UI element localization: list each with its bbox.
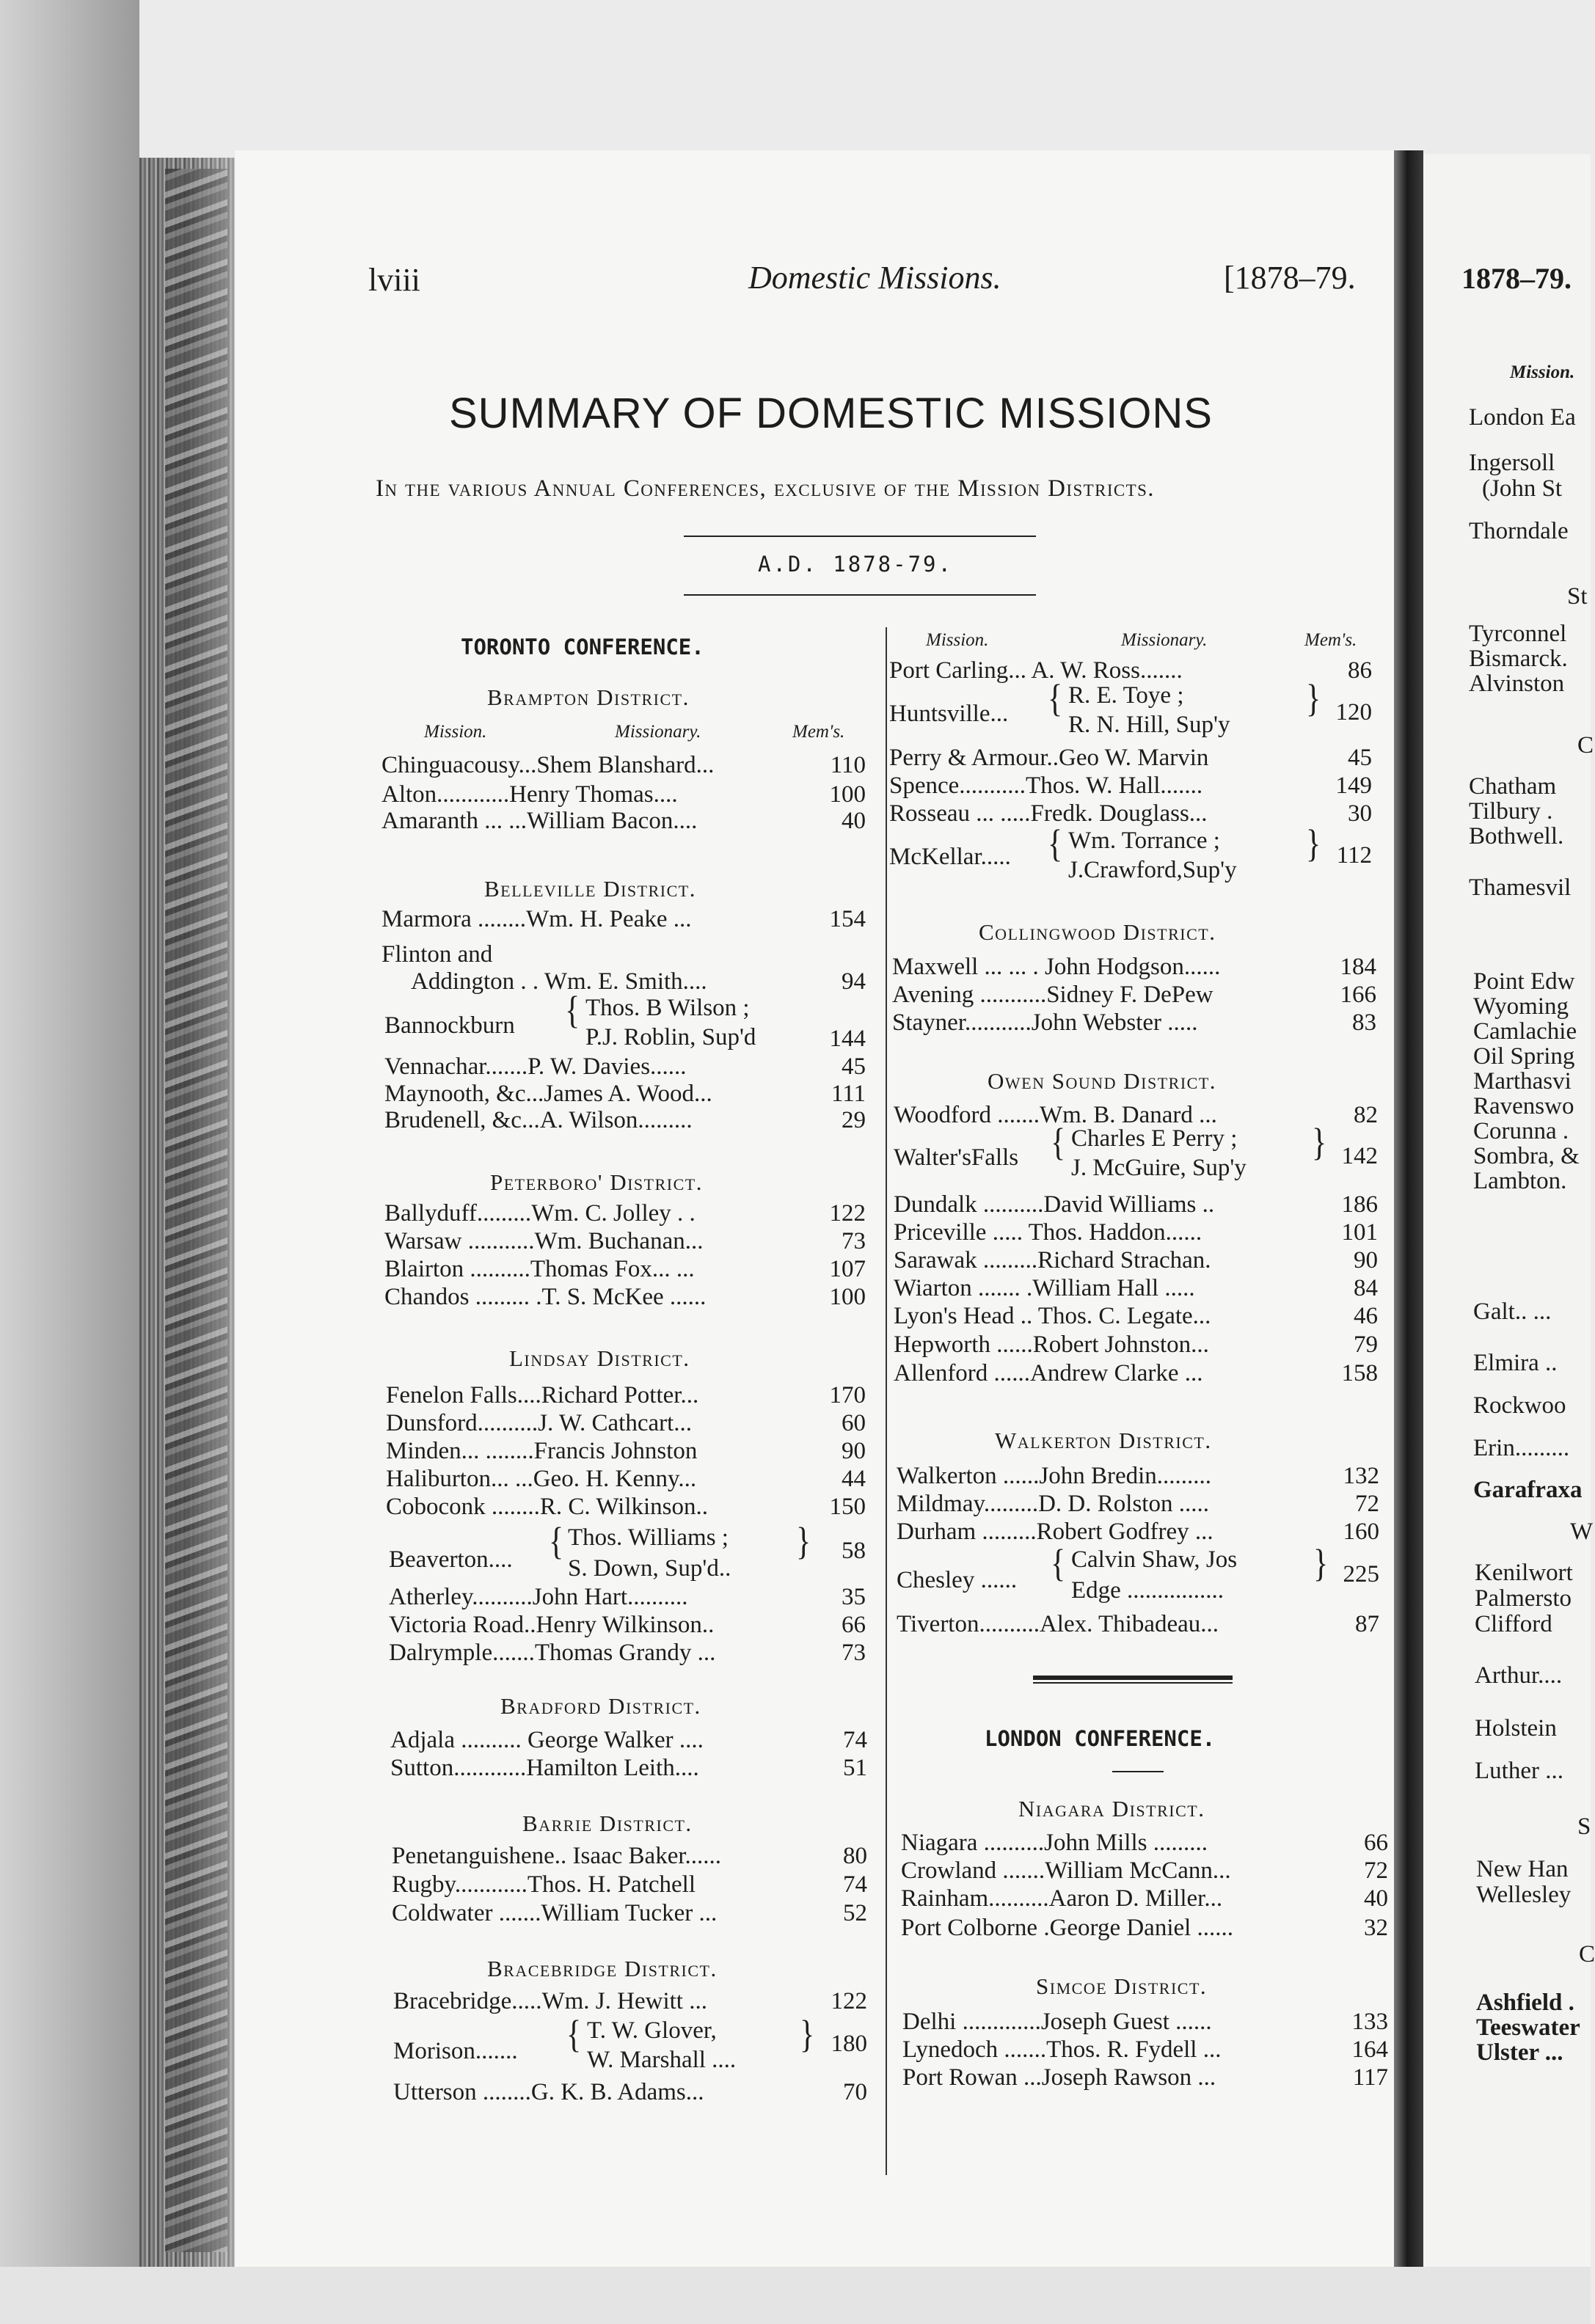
brace-right: } [796,1521,811,1563]
col-head-mission: Mission. [424,722,487,742]
page-subtitle: In the various Annual Conferences, exclusive of the Mission Districts. [376,475,1155,502]
entry-mission: Beaverton.... [389,1546,513,1573]
brace-right: } [1312,1122,1327,1164]
facing-line: Oil Spring [1473,1043,1575,1070]
entry-missionary: Thos. B Wilson ; [585,995,750,1021]
gutter-shadow [187,158,235,2267]
entry-row: Haliburton... ...Geo. H. Kenny... [386,1466,697,1492]
entry-row: Victoria Road..Henry Wilkinson.. [389,1612,715,1638]
entry-row: Tiverton..........Alex. Thibadeau... [897,1611,1219,1637]
facing-line: Point Edw [1473,968,1575,995]
entry-row: Rugby............Thos. H. Patchell [392,1871,696,1898]
facing-year: 1878–79. [1461,262,1572,295]
entry-missionary: Wm. Torrance ; [1068,827,1220,854]
entry-members: 132 [1343,1463,1379,1489]
entry-members: 46 [1354,1303,1378,1329]
entry-row: Maynooth, &c...James A. Wood... [384,1081,712,1107]
entry-row: Marmora ........Wm. H. Peake ... [382,906,692,932]
entry-members: 164 [1351,2036,1388,2063]
entry-row: Woodford .......Wm. B. Danard ... [894,1102,1217,1128]
entry-row: Rainham..........Aaron D. Miller... [901,1885,1223,1912]
entry-missionary: P.J. Roblin, Sup'd [585,1024,756,1050]
entry-members: 70 [843,2079,867,2105]
entry-members: 100 [829,781,866,808]
entry-row: Avening ...........Sidney F. DePew [892,982,1213,1008]
entry-members: 180 [831,2031,867,2057]
entry-row: Minden... ........Francis Johnston [386,1438,698,1464]
entry-members: 142 [1341,1143,1378,1169]
entry-missionary: R. E. Toye ; [1068,682,1184,709]
running-title: Domestic Missions. [748,260,1001,296]
brace-left: { [1048,678,1063,720]
entry-missionary: Thos. Williams ; [568,1524,729,1551]
entry-members: 40 [1364,1885,1388,1912]
entry-members: 35 [842,1584,866,1610]
entry-row: Alton............Henry Thomas.... [382,781,678,808]
belleville-district: Belleville District. [484,876,696,902]
entry-row: Brudenell, &c...A. Wilson......... [384,1107,693,1133]
entry-members: 170 [829,1382,866,1408]
entry-members: 86 [1348,657,1372,684]
entry-members: 58 [842,1538,866,1564]
entry-members: 154 [829,906,866,932]
brace-left: { [549,1521,564,1563]
entry-row: Adjala .......... George Walker .... [390,1727,704,1753]
entry-row: Dundalk ..........David Williams .. [894,1191,1215,1218]
entry-row: Niagara ..........John Mills ......... [901,1830,1208,1856]
lindsay-district: Lindsay District. [509,1345,690,1371]
entry-members: 82 [1354,1102,1378,1128]
entry-row: Spence...........Thos. W. Hall....... [889,772,1203,799]
entry-row: Addington . . Wm. E. Smith.... [411,968,707,995]
facing-line: Ashfield . [1476,1989,1574,2016]
scan-bottom [0,2267,1591,2324]
entry-missionary: W. Marshall .... [587,2047,737,2073]
entry-members: 90 [1354,1247,1378,1274]
entry-members: 45 [1348,745,1372,771]
entry-missionary: Charles E Perry ; [1071,1125,1238,1152]
facing-line: C [1579,1941,1595,1967]
col-head-members: Mem's. [792,722,845,742]
facing-line: Tyrconnel [1469,621,1567,647]
facing-line: (John St [1482,475,1563,502]
facing-line: Bismarck. [1469,646,1568,672]
facing-line: Chatham [1469,773,1557,800]
entry-row: Priceville ..... Thos. Haddon...... [894,1219,1202,1246]
entry-members: 160 [1343,1519,1379,1545]
brace-left: { [566,2014,582,2056]
entry-members: 100 [829,1284,866,1310]
entry-members: 52 [843,1900,867,1926]
entry-mission: Bannockburn [384,1012,515,1039]
entry-row: Lyon's Head .. Thos. C. Legate... [894,1303,1211,1329]
entry-members: 72 [1355,1491,1379,1517]
facing-line: Clifford [1475,1611,1552,1637]
facing-line: S [1577,1813,1591,1840]
entry-row: Coboconk ........R. C. Wilkinson.. [386,1494,709,1520]
section-rule-thin [1033,1682,1233,1684]
brace-left: { [1051,1543,1066,1585]
barrie-district: Barrie District. [522,1810,693,1836]
entry-row: Port Carling... A. W. Ross....... [889,657,1183,684]
entry-members: 73 [842,1640,866,1666]
entry-members: 150 [829,1494,866,1520]
facing-line: Ingersoll [1469,450,1555,476]
col-head-mission: Mission. [926,630,989,650]
page-number: lviii [368,262,420,298]
entry-members: 79 [1354,1331,1378,1358]
facing-line: Tilbury . [1469,798,1553,825]
facing-line: Thorndale [1469,518,1569,544]
entry-members: 90 [842,1438,866,1464]
book-edge [0,0,139,2324]
entry-members: 120 [1335,699,1372,726]
entry-row: Dunsford..........J. W. Cathcart... [386,1410,693,1436]
entry-row: Warsaw ...........Wm. Buchanan... [384,1228,704,1254]
column-separator [886,627,887,2175]
entry-missionary: Calvin Shaw, Jos [1071,1546,1238,1573]
header-year: [1878–79. [1224,260,1356,296]
facing-line: C [1577,732,1594,759]
facing-line: Kenilwort [1475,1560,1573,1586]
entry-members: 66 [1364,1830,1388,1856]
walkerton-district: Walkerton District. [995,1428,1212,1453]
facing-line: Thamesvil [1469,874,1572,901]
brace-left: { [565,990,580,1032]
facing-line: Wyoming [1473,993,1569,1020]
col-head-missionary: Missionary. [615,722,701,742]
facing-line: Galt.. ... [1473,1298,1552,1325]
facing-line: Elmira .. [1473,1350,1558,1376]
facing-line: Camlachie [1473,1018,1577,1045]
entry-members: 158 [1341,1360,1378,1386]
entry-members: 84 [1354,1275,1378,1301]
entry-row: Blairton ..........Thomas Fox... ... [384,1256,695,1282]
facing-line: Ulster ... [1476,2039,1563,2066]
entry-row: Utterson ........G. K. B. Adams... [393,2079,704,2105]
entry-members: 166 [1340,982,1376,1008]
entry-row: Amaranth ... ...William Bacon.... [382,808,698,834]
entry-mission: Morison....... [393,2038,518,2064]
entry-missionary: Edge ................ [1071,1577,1224,1604]
entry-row: Sutton............Hamilton Leith.... [390,1755,699,1781]
entry-mission: Walter'sFalls [894,1144,1019,1171]
entry-row: Delhi .............Joseph Guest ...... [902,2009,1212,2035]
facing-line: Bothwell. [1469,823,1564,849]
entry-row: Ballyduff.........Wm. C. Jolley . . [384,1200,696,1227]
entry-row: Maxwell ... ... . John Hodgson...... [892,954,1221,980]
owen-sound-district: Owen Sound District. [988,1068,1217,1094]
facing-line: Ravenswo [1473,1093,1574,1119]
london-conference-title: LONDON CONFERENCE. [985,1726,1216,1751]
facing-line: Marthasvi [1473,1068,1572,1095]
entry-row: Rosseau ... .....Fredk. Douglass... [889,800,1208,827]
col-head-missionary: Missionary. [1121,630,1208,650]
collingwood-district: Collingwood District. [979,919,1216,945]
entry-row: Crowland .......William McCann... [901,1857,1231,1884]
entry-row: Chinguacousy...Shem Blanshard... [382,752,715,778]
entry-members: 45 [842,1053,866,1080]
entry-members: 87 [1355,1611,1379,1637]
brace-right: } [1306,678,1321,720]
entry-row: Wiarton ....... .William Hall ..... [894,1275,1195,1301]
niagara-district: Niagara District. [1018,1796,1205,1821]
entry-members: 51 [843,1755,867,1781]
entry-members: 112 [1336,842,1372,869]
facing-line: St [1567,583,1588,610]
entry-members: 144 [829,1026,866,1052]
entry-missionary: T. W. Glover, [587,2017,717,2044]
entry-members: 133 [1351,2009,1388,2035]
era-label: A.D. 1878-79. [758,552,953,577]
facing-line: London Ea [1469,404,1576,431]
entry-members: 66 [842,1612,866,1638]
brace-left: { [1048,823,1063,866]
brampton-district: Brampton District. [487,684,690,710]
entry-row: Hepworth ......Robert Johnston... [894,1331,1209,1358]
entry-row: Mildmay.........D. D. Rolston ..... [897,1491,1209,1517]
facing-line: Holstein [1475,1715,1557,1742]
entry-members: 44 [842,1466,866,1492]
entry-members: 117 [1352,2064,1388,2091]
short-rule [1112,1771,1164,1772]
toronto-conference-title: TORONTO CONFERENCE. [461,635,704,659]
entry-members: 149 [1335,772,1372,799]
brace-left: { [1051,1122,1066,1164]
entry-mission: McKellar..... [889,844,1011,870]
facing-line: Lambton. [1473,1168,1567,1194]
entry-members: 40 [842,808,866,834]
entry-row: Atherley..........John Hart.......... [389,1584,688,1610]
facing-line: New Han [1476,1856,1569,1882]
entry-row: Coldwater .......William Tucker ... [392,1900,718,1926]
facing-line: Alvinston [1469,670,1565,697]
brace-right: } [1313,1543,1329,1585]
facing-line: Corunna . [1473,1118,1569,1144]
entry-row: Port Rowan ...Joseph Rawson ... [902,2064,1216,2091]
entry-members: 184 [1340,954,1376,980]
entry-row: Dalrymple.......Thomas Grandy ... [389,1640,716,1666]
entry-row: Flinton and [382,941,493,968]
facing-line: Garafraxa [1473,1477,1583,1503]
brace-right: } [1306,823,1321,866]
entry-missionary: S. Down, Sup'd.. [568,1555,731,1582]
entry-members: 74 [843,1727,867,1753]
facing-line: Sombra, & [1473,1143,1580,1169]
bradford-district: Bradford District. [500,1693,701,1719]
facing-line: Wellesley [1476,1882,1572,1908]
entry-row: Stayner...........John Webster ..... [892,1009,1198,1036]
entry-row: Penetanguishene.. Isaac Baker...... [392,1843,722,1869]
section-rule [1033,1676,1233,1680]
simcoe-district: Simcoe District. [1036,1973,1208,1999]
bracebridge-district: Bracebridge District. [487,1956,718,1981]
facing-line: Palmersto [1475,1585,1572,1612]
entry-members: 80 [843,1843,867,1869]
entry-row: Vennachar.......P. W. Davies...... [384,1053,687,1080]
entry-members: 60 [842,1410,866,1436]
facing-page [1423,154,1595,2267]
entry-members: 122 [831,1988,867,2014]
entry-mission: Huntsville... [889,701,1009,727]
entry-members: 74 [843,1871,867,1898]
facing-line: Erin......... [1473,1435,1570,1461]
entry-members: 94 [842,968,866,995]
entry-members: 32 [1364,1915,1388,1941]
entry-members: 122 [829,1200,866,1227]
entry-row: Sarawak .........Richard Strachan. [894,1247,1211,1274]
entry-members: 30 [1348,800,1372,827]
entry-row: Bracebridge.....Wm. J. Hewitt ... [393,1988,707,2014]
title-rule-bottom [684,594,1036,596]
entry-members: 73 [842,1228,866,1254]
entry-mission: Chesley ...... [897,1567,1018,1593]
entry-members: 101 [1341,1219,1378,1246]
brace-right: } [800,2014,815,2056]
facing-line: Luther ... [1475,1758,1563,1784]
col-head-members: Mem's. [1304,630,1357,650]
entry-members: 29 [842,1107,866,1133]
facing-col-head: Mission. [1510,362,1575,382]
entry-members: 186 [1341,1191,1378,1218]
entry-row: Perry & Armour..Geo W. Marvin [889,745,1209,771]
entry-row: Port Colborne .George Daniel ...... [901,1915,1234,1941]
title-rule-top [684,536,1036,537]
entry-missionary: J.Crawford,Sup'y [1068,857,1237,883]
entry-row: Chandos ......... .T. S. McKee ...... [384,1284,707,1310]
peterboro-district: Peterboro' District. [490,1169,703,1195]
entry-members: 111 [831,1081,866,1107]
entry-members: 110 [830,752,866,778]
facing-line: Rockwoo [1473,1392,1566,1419]
facing-line: W [1570,1519,1594,1545]
book-spine [1394,150,1423,2267]
entry-row: Walkerton ......John Bredin......... [897,1463,1212,1489]
facing-line: Arthur.... [1475,1662,1563,1689]
entry-missionary: R. N. Hill, Sup'y [1068,712,1230,738]
entry-row: Fenelon Falls....Richard Potter... [386,1382,699,1408]
entry-row: Lynedoch .......Thos. R. Fydell ... [902,2036,1222,2063]
entry-missionary: J. McGuire, Sup'y [1071,1155,1247,1181]
facing-line: Teeswater [1476,2014,1580,2041]
entry-row: Allenford ......Andrew Clarke ... [894,1360,1203,1386]
page-title: SUMMARY OF DOMESTIC MISSIONS [449,390,1213,437]
entry-row: Durham .........Robert Godfrey ... [897,1519,1213,1545]
entry-members: 107 [829,1256,866,1282]
entry-members: 72 [1364,1857,1388,1884]
entry-members: 225 [1343,1561,1379,1587]
entry-members: 83 [1352,1009,1376,1036]
